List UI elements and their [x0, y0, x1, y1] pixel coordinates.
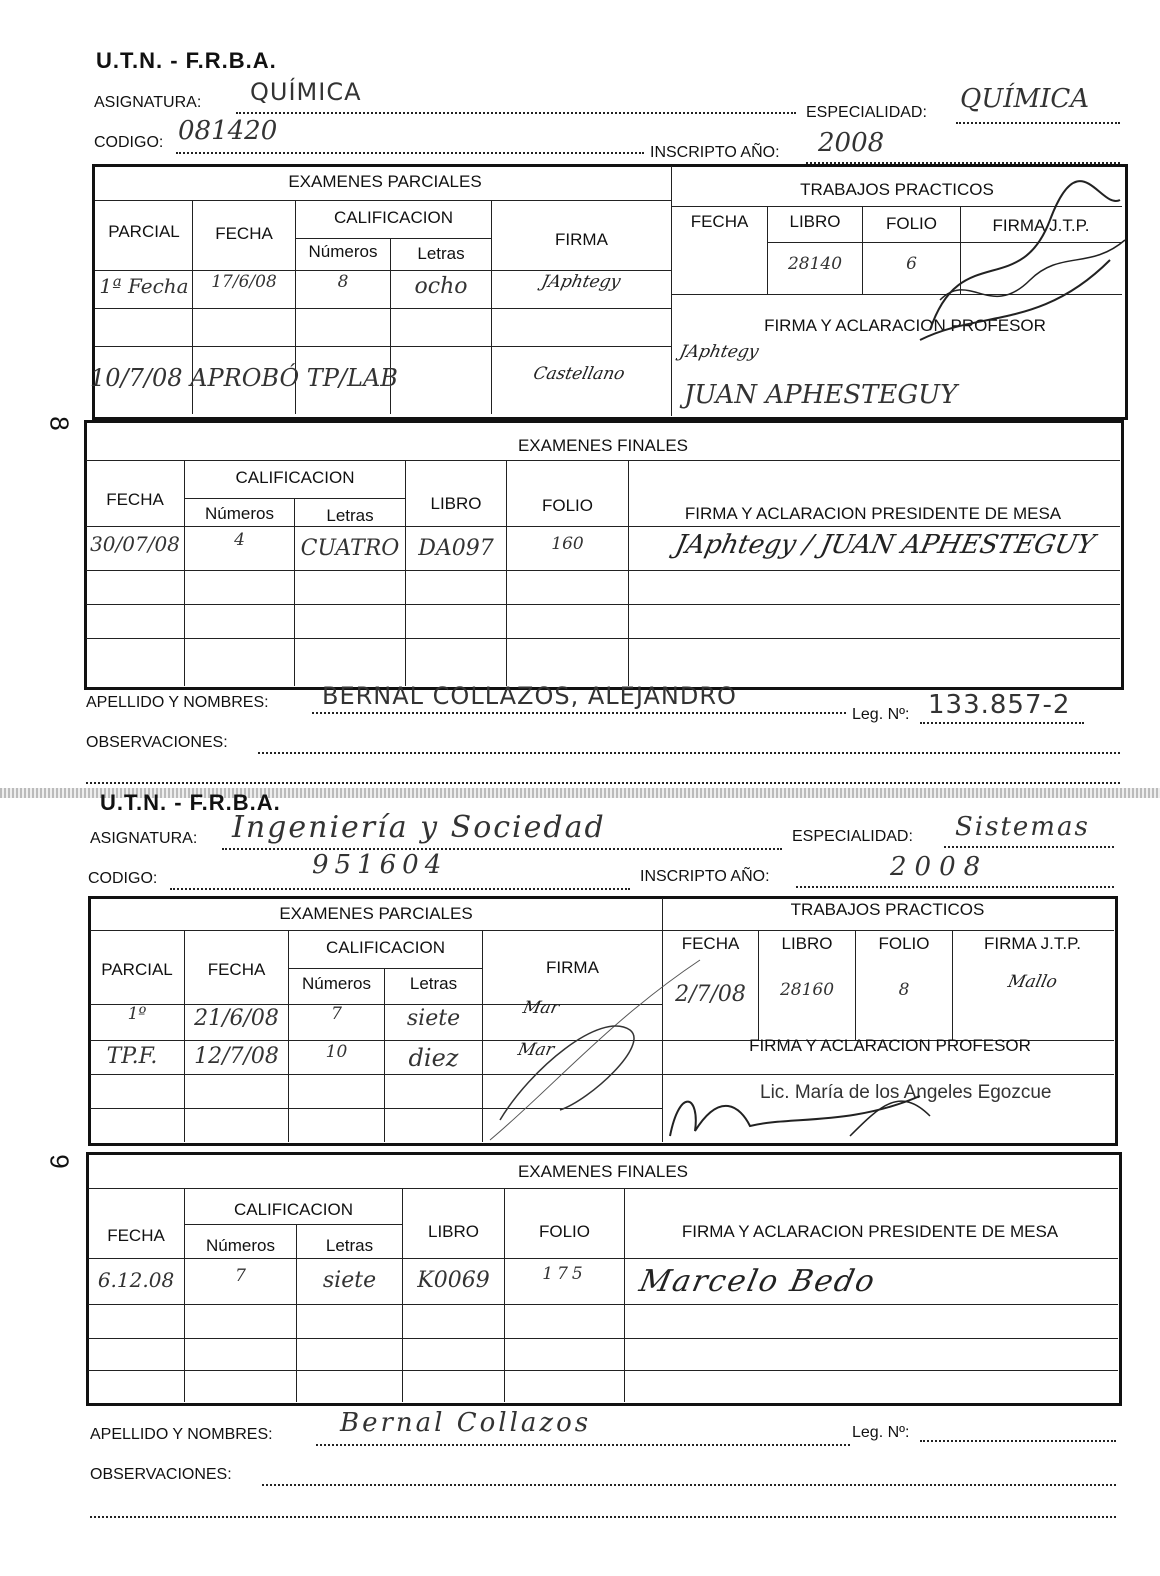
- card1-fin-col-letras: Letras: [326, 506, 374, 525]
- card1-apellido-line: [312, 712, 846, 714]
- card2-apellido-line: [316, 1444, 850, 1446]
- card1-col-fecha: FECHA: [215, 224, 273, 243]
- card1-parciales-title: EXAMENES PARCIALES: [288, 172, 482, 191]
- card2-fin-col-fecha: FECHA: [107, 1226, 165, 1245]
- card2-fin-folio[interactable]: 175: [542, 1264, 587, 1284]
- card2-fin-col-libro: LIBRO: [427, 1222, 480, 1241]
- card1-observaciones-line-2: [86, 782, 1120, 784]
- card1-col-calificacion: CALIFICACION: [333, 208, 454, 227]
- card2-line: [288, 968, 482, 969]
- card2-col-fecha: FECHA: [207, 960, 266, 979]
- card2-row1-fecha[interactable]: 21/6/08: [194, 1006, 279, 1031]
- card1-leg-label: Leg. Nº:: [852, 706, 910, 723]
- card1-fin-folio[interactable]: 160: [551, 534, 584, 554]
- card2-col-firma: FIRMA: [546, 958, 599, 977]
- card2-tp-aclaracion-label: FIRMA Y ACLARACION PROFESOR: [749, 1036, 1031, 1055]
- card1-line: [95, 200, 671, 201]
- card1-inscripto-value[interactable]: 2008: [818, 128, 885, 158]
- card2-codigo-label: CODIGO:: [88, 870, 158, 887]
- card2-fin-col-numeros: Números: [206, 1236, 275, 1255]
- card2-row2-letras[interactable]: diez: [408, 1044, 459, 1072]
- card1-tp-col-firma: FIRMA J.T.P.: [992, 216, 1090, 235]
- card1-row1-fecha[interactable]: 17/6/08: [211, 272, 277, 292]
- card1-line: [628, 460, 629, 686]
- card2-row2-firma[interactable]: Mar: [516, 1040, 556, 1060]
- card2-asignatura-line: [222, 848, 782, 850]
- card2-line: [624, 1188, 625, 1402]
- card1-row3-firma[interactable]: Castellano: [531, 364, 627, 384]
- card2-row1-parcial[interactable]: 1º: [127, 1004, 147, 1024]
- card1-line: [95, 308, 671, 309]
- card2-line: [504, 1188, 505, 1402]
- card2-line: [402, 1188, 403, 1402]
- card2-line: [88, 1338, 1118, 1339]
- card2-col-numeros: Números: [302, 974, 371, 993]
- card1-line: [95, 270, 671, 271]
- card2-tp-col-libro: LIBRO: [781, 934, 833, 953]
- card2-tp-folio[interactable]: 8: [898, 980, 910, 1000]
- card2-tp-col-firma: FIRMA J.T.P.: [984, 934, 1081, 953]
- card1-line: [506, 460, 507, 686]
- card1-codigo-line: [176, 152, 644, 154]
- card2-inscripto-label: INSCRIPTO AÑO:: [640, 868, 770, 885]
- card2-apellido-value[interactable]: Bernal Collazos: [340, 1408, 592, 1438]
- card1-fin-libro[interactable]: DA097: [418, 536, 494, 561]
- card1-tp-aclaracion-label: FIRMA Y ACLARACION PROFESOR: [764, 316, 1046, 335]
- card2-title: U.T.N. - F.R.B.A.: [100, 790, 281, 815]
- card2-col-letras: Letras: [409, 974, 458, 993]
- card2-fin-col-folio: FOLIO: [538, 1222, 590, 1241]
- card2-inscripto-line: [796, 886, 1114, 888]
- card2-col-parcial: PARCIAL: [101, 960, 173, 979]
- card2-line: [184, 1188, 185, 1402]
- card2-row1-firma[interactable]: Mar: [521, 998, 561, 1018]
- card2-side-number: 9: [44, 1154, 75, 1169]
- card2-line: [88, 1188, 1118, 1189]
- card1-line: [86, 570, 1120, 571]
- card2-fin-libro[interactable]: K0069: [417, 1268, 490, 1293]
- card1-asignatura-line: [236, 112, 796, 114]
- card2-row2-numeros[interactable]: 10: [325, 1042, 348, 1062]
- card1-line: [86, 638, 1120, 639]
- card1-especialidad-line: [956, 122, 1120, 124]
- card2-fin-fecha[interactable]: 6.12.08: [97, 1268, 175, 1292]
- card2-row1-letras[interactable]: siete: [406, 1006, 461, 1031]
- card1-finales-title: EXAMENES FINALES: [517, 436, 689, 455]
- card2-line: [288, 930, 289, 1142]
- card1-col-parcial: PARCIAL: [108, 222, 180, 241]
- card1-codigo-value[interactable]: 081420: [178, 116, 278, 146]
- card1-line: [294, 498, 295, 686]
- card1-tp-libro[interactable]: 28140: [787, 254, 843, 274]
- card2-line: [88, 1370, 1118, 1371]
- card2-fin-letras[interactable]: siete: [322, 1268, 377, 1293]
- card2-inscripto-value[interactable]: 2008: [890, 852, 989, 882]
- card2-fin-numeros[interactable]: 7: [235, 1266, 246, 1286]
- card2-finales-title: EXAMENES FINALES: [517, 1162, 689, 1181]
- card2-row2-fecha[interactable]: 12/7/08: [194, 1044, 279, 1069]
- card2-line: [90, 930, 1114, 931]
- card2-especialidad-value[interactable]: Sistemas: [955, 812, 1090, 842]
- card1-profesor-firma[interactable]: JAphtegy: [677, 342, 761, 362]
- card2-fin-firma[interactable]: Marcelo Bedo: [636, 1264, 880, 1299]
- card1-row3-note[interactable]: 10/7/08 APROBÓ TP/LAB: [90, 364, 398, 392]
- card1-codigo-label: CODIGO:: [94, 134, 164, 151]
- card1-fin-col-calificacion: CALIFICACION: [235, 468, 355, 487]
- card1-inscripto-label: INSCRIPTO AÑO:: [650, 144, 780, 161]
- card2-practicos-title: TRABAJOS PRACTICOS: [790, 900, 985, 919]
- card1-tp-folio[interactable]: 6: [906, 254, 917, 274]
- card1-jtp-signature-scribble: [900, 180, 1130, 360]
- card2-line: [88, 1304, 1118, 1305]
- card2-tp-firma-jtp[interactable]: Mallo: [1006, 972, 1059, 992]
- card1-tp-col-libro: LIBRO: [789, 212, 841, 231]
- card1-line: [86, 604, 1120, 605]
- card1-especialidad-label: ESPECIALIDAD:: [806, 104, 927, 121]
- card2-line: [184, 1224, 402, 1225]
- card1-fin-numeros[interactable]: 4: [234, 530, 245, 550]
- card1-observaciones-line: [258, 752, 1120, 754]
- card2-fin-col-firma: FIRMA Y ACLARACION PRESIDENTE DE MESA: [681, 1222, 1059, 1241]
- card2-codigo-value[interactable]: 951604: [312, 850, 448, 880]
- card2-especialidad-line: [944, 846, 1114, 848]
- card2-col-calificacion: CALIFICACION: [325, 938, 446, 957]
- card2-fin-col-calificacion: CALIFICACION: [233, 1200, 354, 1219]
- card1-line: [86, 526, 1120, 527]
- card2-leg-line: [920, 1440, 1116, 1442]
- card2-rotated-stamp: [470, 950, 720, 1150]
- card2-profesor-stamp: Lic. María de los Angeles Egozcue: [760, 1082, 1052, 1103]
- card1-fin-col-folio: FOLIO: [541, 496, 593, 515]
- card2-especialidad-label: ESPECIALIDAD:: [792, 828, 913, 845]
- card1-apellido-label: APELLIDO Y NOMBRES:: [86, 694, 269, 711]
- card2-asignatura-value[interactable]: Ingeniería y Sociedad: [232, 810, 606, 845]
- card2-leg-label: Leg. Nº:: [852, 1424, 910, 1441]
- card1-row1-numeros[interactable]: 8: [337, 272, 349, 292]
- card1-side-number: 8: [44, 416, 75, 431]
- card1-fin-col-libro: LIBRO: [430, 494, 482, 513]
- card1-line: [86, 460, 1120, 461]
- card1-tp-col-fecha: FECHA: [690, 212, 749, 231]
- card1-fin-letras[interactable]: CUATRO: [300, 536, 400, 561]
- card1-line: [185, 498, 405, 499]
- card1-observaciones-label: OBSERVACIONES:: [86, 734, 228, 751]
- card2-observaciones-line: [262, 1484, 1116, 1486]
- card2-observaciones-line-2: [90, 1516, 1116, 1518]
- card1-leg-value[interactable]: 133.857-2: [928, 690, 1071, 720]
- card1-divider: [671, 166, 672, 416]
- card2-apellido-label: APELLIDO Y NOMBRES:: [90, 1426, 273, 1443]
- card1-line: [184, 460, 185, 686]
- card2-row1-numeros[interactable]: 7: [331, 1004, 342, 1024]
- card1-practicos-title: TRABAJOS PRACTICOS: [800, 180, 994, 199]
- card2-tp-fecha[interactable]: 2/7/08: [675, 982, 746, 1007]
- card2-line: [88, 1258, 1118, 1259]
- card2-row2-parcial[interactable]: TP.F.: [106, 1044, 158, 1069]
- card2-tp-col-fecha: FECHA: [681, 934, 740, 953]
- card1-row1-firma[interactable]: JAphtegy: [539, 272, 623, 292]
- card1-asignatura-value[interactable]: QUÍMICA: [250, 78, 362, 106]
- card1-tp-col-folio: FOLIO: [885, 214, 937, 233]
- card2-tp-libro[interactable]: 28160: [779, 980, 835, 1000]
- card1-apellido-value[interactable]: BERNAL COLLAZOS, ALEJANDRO: [322, 682, 737, 710]
- card1-col-letras: Letras: [417, 244, 465, 263]
- card1-fin-fecha[interactable]: 30/07/08: [90, 532, 180, 556]
- card1-title: U.T.N. - F.R.B.A.: [96, 48, 277, 73]
- card1-fin-col-fecha: FECHA: [106, 490, 164, 509]
- card1-especialidad-value[interactable]: QUÍMICA: [960, 84, 1090, 114]
- card1-col-numeros: Números: [308, 242, 378, 261]
- card1-line: [295, 238, 491, 239]
- card2-asignatura-label: ASIGNATURA:: [90, 830, 198, 847]
- card2-codigo-line: [170, 888, 630, 890]
- card1-col-firma: FIRMA: [555, 230, 608, 249]
- card1-row1-letras[interactable]: ocho: [414, 274, 468, 299]
- card1-asignatura-label: ASIGNATURA:: [94, 94, 202, 111]
- card1-leg-line: [920, 722, 1084, 724]
- card1-profesor-nombre[interactable]: JUAN APHESTEGUY: [684, 380, 958, 410]
- card2-tp-col-folio: FOLIO: [878, 934, 930, 953]
- card2-fin-col-letras: Letras: [325, 1236, 374, 1255]
- card2-parciales-title: EXAMENES PARCIALES: [279, 904, 473, 923]
- card1-fin-col-numeros: Números: [205, 504, 274, 523]
- card1-fin-firma[interactable]: JAphtegy / JUAN APHESTEGUY: [672, 530, 1098, 560]
- card1-row1-parcial[interactable]: 1ª Fecha: [99, 274, 189, 298]
- card1-line: [95, 346, 671, 347]
- card2-observaciones-label: OBSERVACIONES:: [90, 1466, 232, 1483]
- card1-fin-col-firma: FIRMA Y ACLARACION PRESIDENTE DE MESA: [684, 504, 1062, 523]
